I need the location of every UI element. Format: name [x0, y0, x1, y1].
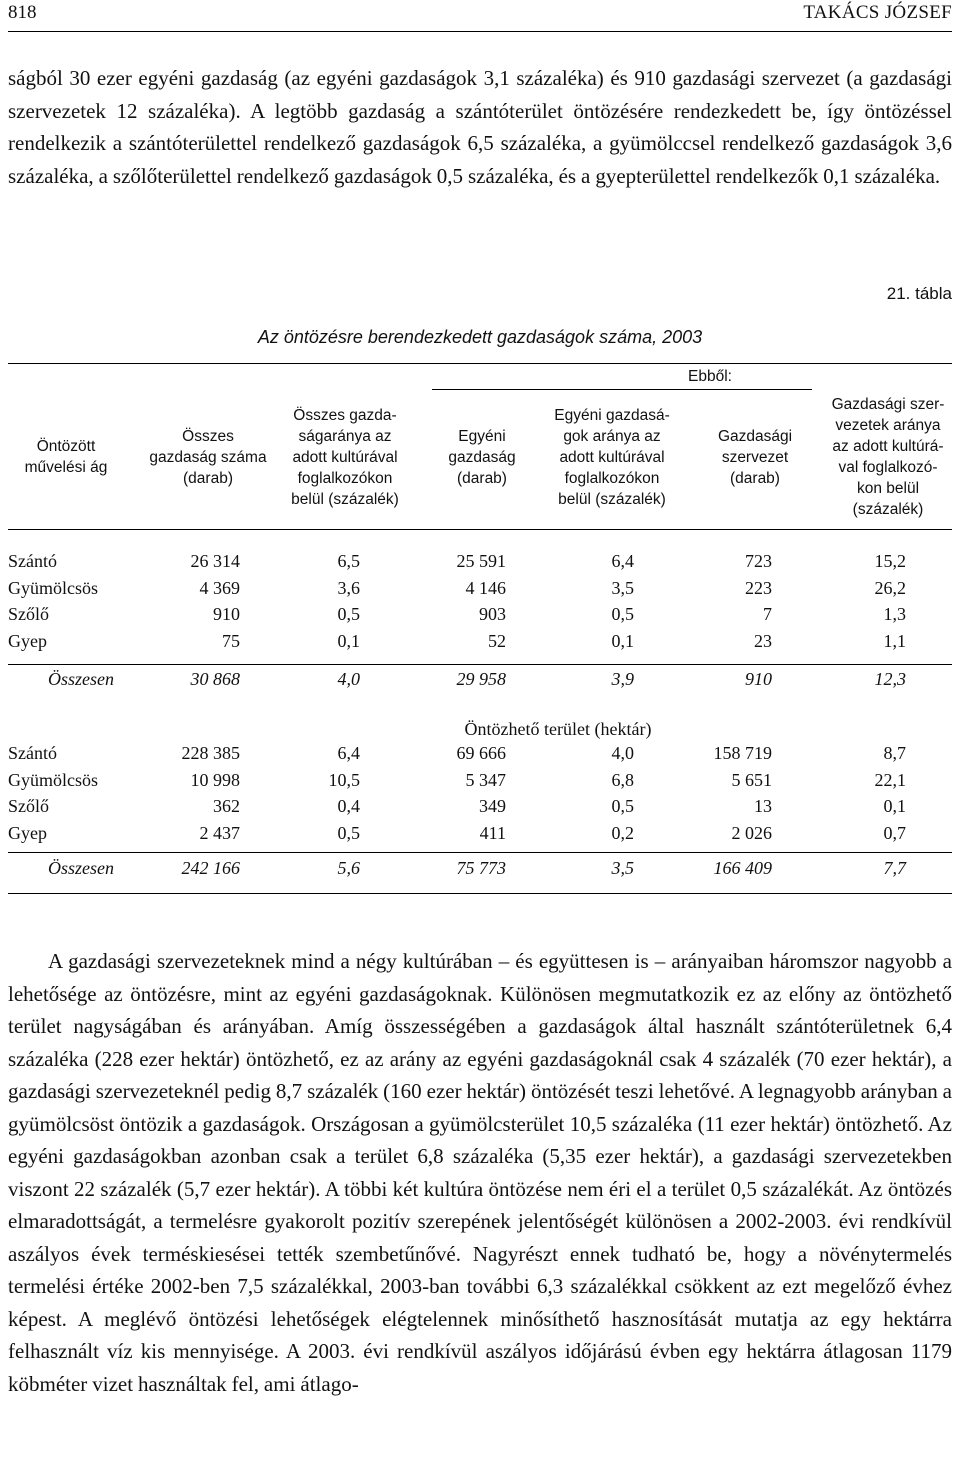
table-title: Az öntözésre berendezkedett gazdaságok száma, 2003 [257, 327, 703, 347]
section2-heading: Öntözhető terület (hektár) [464, 719, 652, 739]
table-row [0, 604, 960, 630]
cell-org-share: 15,2 [874, 551, 906, 571]
cell-total-count: 242 166 [181, 858, 240, 878]
col-header-text: Összes gazdaság száma (darab) [149, 427, 267, 487]
cell-org-share: 0,7 [883, 822, 906, 843]
cell-total-share: 10,5 [328, 769, 360, 790]
table-row [0, 823, 960, 849]
col-header-text: Egyéni gazdasá- gok aránya az adott kultúrával foglalkozókon belül (százalék) [554, 406, 670, 508]
cell-individual-share: 6,8 [611, 769, 634, 790]
group-header-ebbol: Ebből: [688, 367, 732, 385]
cell-total-share: 5,6 [337, 858, 360, 878]
cell-total-count: 910 [213, 604, 240, 624]
cell-individual-share: 0,5 [611, 604, 634, 624]
col-header-branch [8, 392, 124, 522]
cell-org-share: 1,3 [883, 604, 906, 624]
row-label: Összesen [48, 858, 114, 878]
cell-total-share: 6,5 [337, 551, 360, 571]
cell-org-count: 158 719 [713, 743, 772, 763]
cell-org-share: 12,3 [874, 669, 906, 689]
cell-total-share: 4,0 [337, 669, 360, 689]
cell-org-count: 7 [763, 604, 772, 624]
table-row [0, 796, 960, 822]
cell-org-count: 5 651 [731, 769, 772, 790]
cell-individual-count: 4 146 [465, 577, 506, 598]
cell-individual-count: 349 [479, 796, 506, 816]
cell-total-count: 75 [222, 630, 240, 651]
section2-total-row [0, 858, 960, 884]
cell-individual-count: 52 [488, 630, 506, 651]
page-number: 818 [8, 2, 37, 23]
cell-org-count: 910 [745, 669, 772, 689]
col-header-text: Egyéni gazdaság (darab) [448, 427, 516, 487]
cell-total-share: 0,5 [337, 604, 360, 624]
cell-org-count: 2 026 [731, 822, 772, 843]
table-bottom-rule [8, 893, 952, 894]
cell-individual-share: 6,4 [611, 551, 634, 571]
page-header [8, 0, 952, 30]
cell-total-share: 0,1 [337, 630, 360, 651]
row-label: Összesen [48, 669, 114, 689]
section1-total-rule [8, 664, 952, 665]
cell-individual-count: 5 347 [465, 769, 506, 790]
col-header-text: Öntözött művelési ág [24, 438, 108, 476]
table-row [0, 631, 960, 657]
cell-org-count: 23 [754, 630, 772, 651]
row-label: Szántó [8, 743, 57, 763]
cell-total-count: 228 385 [181, 743, 240, 763]
header-bottom-rule [8, 529, 952, 530]
col-header-total-count [140, 392, 276, 522]
table-row [0, 743, 960, 769]
cell-individual-count: 29 958 [456, 669, 506, 689]
col-header-text: Gazdasági szervezet (darab) [717, 427, 793, 487]
cell-total-count: 2 437 [199, 822, 240, 843]
cell-individual-share: 0,1 [611, 630, 634, 651]
cell-individual-share: 0,2 [611, 822, 634, 843]
row-label: Gyep [8, 630, 47, 651]
body-paragraph: A gazdasági szervezeteknek mind a négy kultúrában – és együttesen is – arányaiban háromszor nagyobb a lehetősége az öntözésre, mint az egyéni gazdaságoknak. Különösen megmutatkozik ez az előny az öntözhető terület nagyságában és arányában. Amíg összességében a gazdaságok által használt szántóterületnek 6,4 százaléka (228 ezer hektár) öntözhető, ez az arány az egyéni gazdaságoknál csak 4 százalék (70 ezer hektár), a gazdasági szervezeteknél pedig 8,7 százalék (160 ezer hektár) öntözését teszi lehetővé. A legnagyobb arányban a gyümölcsöst öntözik a gazdaságok. Országosan a gyümölcsterület 10,5 százaléka (11 ezer hektár) öntözhető. Az egyéni gazdaságokban azonban csak a terület 6,8 százaléka (5,35 ezer hektár), a gazdasági szervezetekben viszont 22 százalék (5,7 ezer hektár). A többi két kultúra öntözése nem éri el a terület 0,5 százalékát. Az öntözés elmaradottságát, a termelésre gyakorolt pozitív szerepének jelentőségét különösen a 2002-2003. évi rendkívül aszályos évek terméskiesései tették szembetűnővé. Nagyrészt ennek tudható be, hogy a növénytermelés termelési értéke 2002-ben 7,5 százalékkal, 2003-ban további 6,3 százalékkal csökkent az ezt megelőző évhez képest. A meglévő öntözési lehetőségek elégtelennek minősíthető hasznosítását mutatja az egy hektárra felhasznált víz kis mennyisége. A 2003. évi rendkívül aszályos időjárású évben egy hektárra átlagosan 1179 köbméter vizet használtak fel, ami átlago- [8, 949, 952, 1396]
cell-total-count: 10 998 [190, 769, 240, 790]
col-header-text: Összes gazda- ságaránya az adott kultúrával foglalkozókon belül (százalék) [291, 406, 399, 508]
col-header-individual-share [540, 392, 684, 522]
col-header-org-share [818, 392, 958, 522]
row-label: Szőlő [8, 796, 50, 816]
intro-paragraph: ságból 30 ezer egyéni gazdaság (az egyéni gazdaságok 3,1 százaléka) és 910 gazdasági szervezet (a gazdasági szervezetek 12 százaléka). A legtöbb gazdaság a szántóterület öntözésére rendezkedett be, így öntözéssel rendelkezik a szántóterülettel rendelkező gazdaságok 6,5 százaléka, a gyümölccsel rendelkező gazdaságok 3,6 százaléka, a szőlőterülettel rendelkező gazdaságok 0,5 százaléka, és a gyepterülettel rendelkezők 0,1 százaléka. [8, 66, 952, 188]
cell-individual-share: 3,9 [611, 669, 634, 689]
running-title: TAKÁCS JÓZSEF [803, 2, 952, 23]
table-top-rule [8, 363, 952, 364]
cell-individual-share: 3,5 [611, 858, 634, 878]
cell-total-count: 362 [213, 796, 240, 816]
group-header-rule [432, 389, 812, 390]
cell-individual-share: 3,5 [611, 577, 634, 598]
table-number: 21. tábla [886, 284, 952, 303]
row-label: Gyümölcsös [8, 577, 98, 598]
cell-total-count: 26 314 [190, 551, 240, 571]
section2-total-rule [8, 852, 952, 853]
col-header-org-count [700, 392, 810, 522]
cell-org-count: 13 [754, 796, 772, 816]
cell-org-count: 223 [745, 577, 772, 598]
cell-org-share: 22,1 [874, 769, 906, 790]
cell-total-count: 4 369 [199, 577, 240, 598]
table-row [0, 770, 960, 796]
table-row [0, 578, 960, 604]
cell-org-share: 8,7 [883, 743, 906, 763]
row-label: Szántó [8, 551, 57, 571]
cell-org-share: 26,2 [874, 577, 906, 598]
cell-total-count: 30 868 [190, 669, 240, 689]
row-label: Gyep [8, 822, 47, 843]
cell-org-share: 1,1 [883, 630, 906, 651]
cell-total-share: 3,6 [337, 577, 360, 598]
cell-individual-count: 75 773 [456, 858, 506, 878]
cell-total-share: 0,5 [337, 822, 360, 843]
cell-individual-count: 69 666 [456, 743, 506, 763]
cell-individual-count: 903 [479, 604, 506, 624]
col-header-total-share [278, 392, 412, 522]
row-label: Gyümölcsös [8, 769, 98, 790]
cell-individual-share: 0,5 [611, 796, 634, 816]
col-header-individual-count [430, 392, 534, 522]
cell-org-share: 0,1 [883, 796, 906, 816]
cell-org-count: 166 409 [713, 858, 772, 878]
cell-total-share: 6,4 [337, 743, 360, 763]
cell-individual-count: 25 591 [456, 551, 506, 571]
section1-total-row [0, 669, 960, 695]
row-label: Szőlő [8, 604, 50, 624]
cell-individual-count: 411 [479, 822, 506, 843]
cell-org-count: 723 [745, 551, 772, 571]
table-row [0, 551, 960, 577]
cell-individual-share: 4,0 [611, 743, 634, 763]
cell-total-share: 0,4 [337, 796, 360, 816]
header-rule [8, 31, 952, 32]
col-header-text: Gazdasági szer- vezetek aránya az adott kultúrá- val foglalkozó- kon belül (százalék) [831, 396, 945, 518]
cell-org-share: 7,7 [883, 858, 906, 878]
